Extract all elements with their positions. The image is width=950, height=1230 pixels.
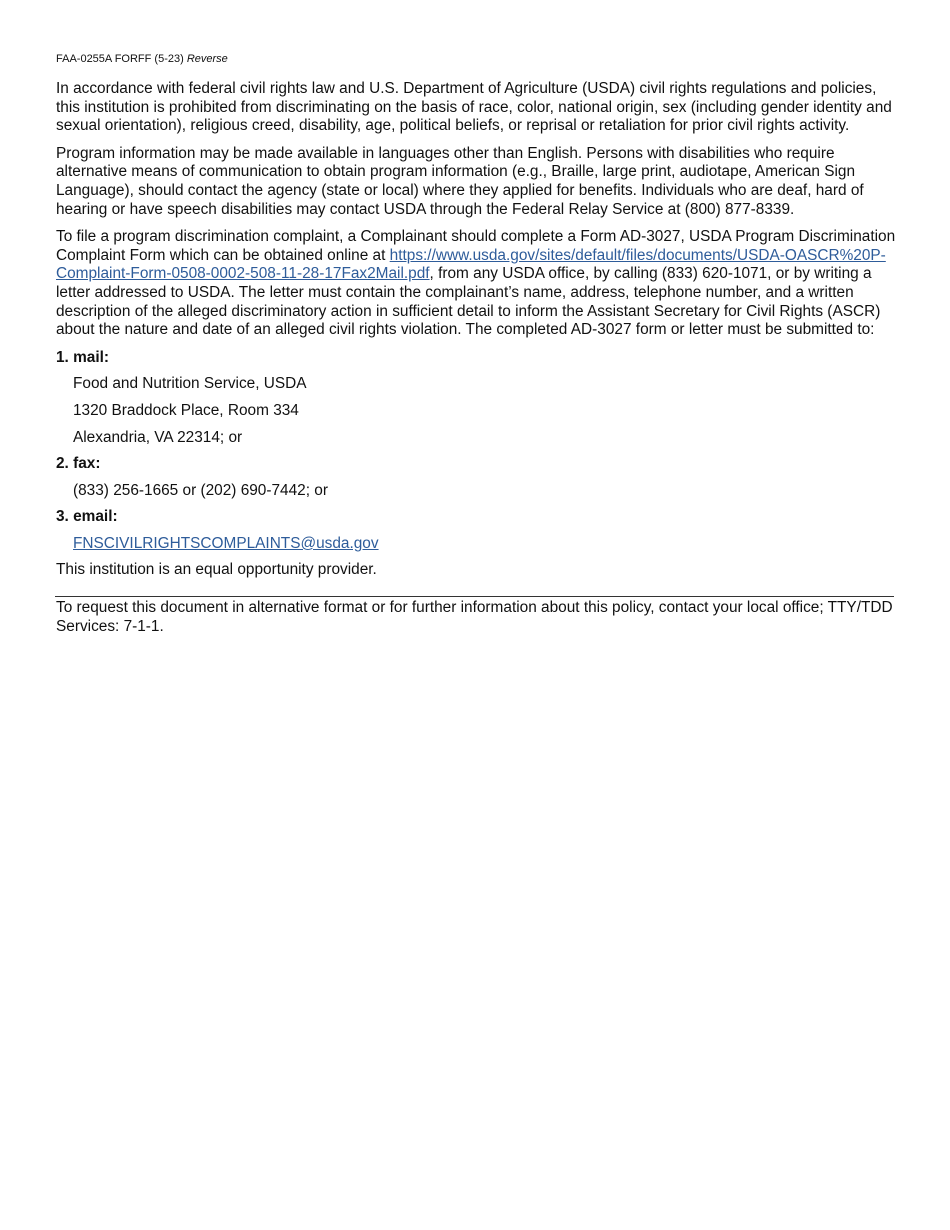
document-page [56, 50, 896, 636]
mail-address-line-2: 1320 Braddock Place, Room 334 [73, 401, 299, 419]
form-identifier [56, 50, 896, 68]
fax-heading: 2. fax: [56, 455, 101, 473]
email-address-wrapper [73, 535, 896, 554]
complaint-text-before-link: To file a program discrimination complaint, a Complainant should complete a Form AD-3027, USDA Program Discrimination Complaint Form which can be obtained online at [56, 228, 896, 264]
form-side: Reverse [186, 53, 228, 65]
mail-address-line-1: Food and Nutrition Service, USDA [73, 375, 307, 393]
form-code: FAA-0255A FORFF (5-23) [56, 53, 184, 65]
complaint-filing-paragraph [56, 228, 896, 340]
language-access-paragraph: Program information may be made available in languages other than English. Persons with disabilities who require alternative means of communication to obtain program information (e.g., Braille, large print, audiotape, American Sign Language), should contact the agency (state or local) where they applied for benefits. Individuals who are deaf, hard of hearing or have speech disabilities may contact USDA through the Federal Relay Service at (800) 877-8339. [56, 144, 864, 218]
complaint-text-after-link: , from any USDA office, by calling (833) 620-1071, or by writing a letter addressed to USDA. The letter must contain the complainant’s name, address, telephone number, and a written description of the alleged discriminatory action in sufficient detail to inform the Assistant Secretary for Civil Rights (ASCR) about the nature and date of an alleged civil rights violation. The completed AD-3027 form or letter must be submitted to: [56, 265, 881, 339]
mail-heading: 1. mail: [56, 348, 110, 366]
complaint-form-link[interactable]: https://www.usda.gov/sites/default/files/documents/USDA-OASCR%20P-Complaint-Form-0508-0002-508-11-28-17Fax2Mail.pdf [56, 246, 886, 283]
alternative-format-note: To request this document in alternative format or for further information about this policy, contact your local office; TTY/TDD Services: 7-1-1. [56, 599, 893, 635]
mail-address-line-3: Alexandria, VA 22314; or [73, 428, 243, 446]
nondiscrimination-paragraph: In accordance with federal civil rights law and U.S. Department of Agriculture (USDA) civil rights regulations and policies, this institution is prohibited from discriminating on the basis of race, color, national origin, sex (including gender identity and sexual orientation), religious creed, disability, age, political beliefs, or reprisal or retaliation for prior civil rights activity. [56, 80, 892, 135]
fax-numbers: (833) 256-1665 or (202) 690-7442; or [73, 481, 328, 499]
footer-divider [55, 596, 894, 597]
equal-opportunity-statement: This institution is an equal opportunity provider. [56, 561, 377, 579]
email-address-link[interactable]: FNSCIVILRIGHTSCOMPLAINTS@usda.gov [73, 534, 379, 552]
email-heading: 3. email: [56, 508, 118, 526]
